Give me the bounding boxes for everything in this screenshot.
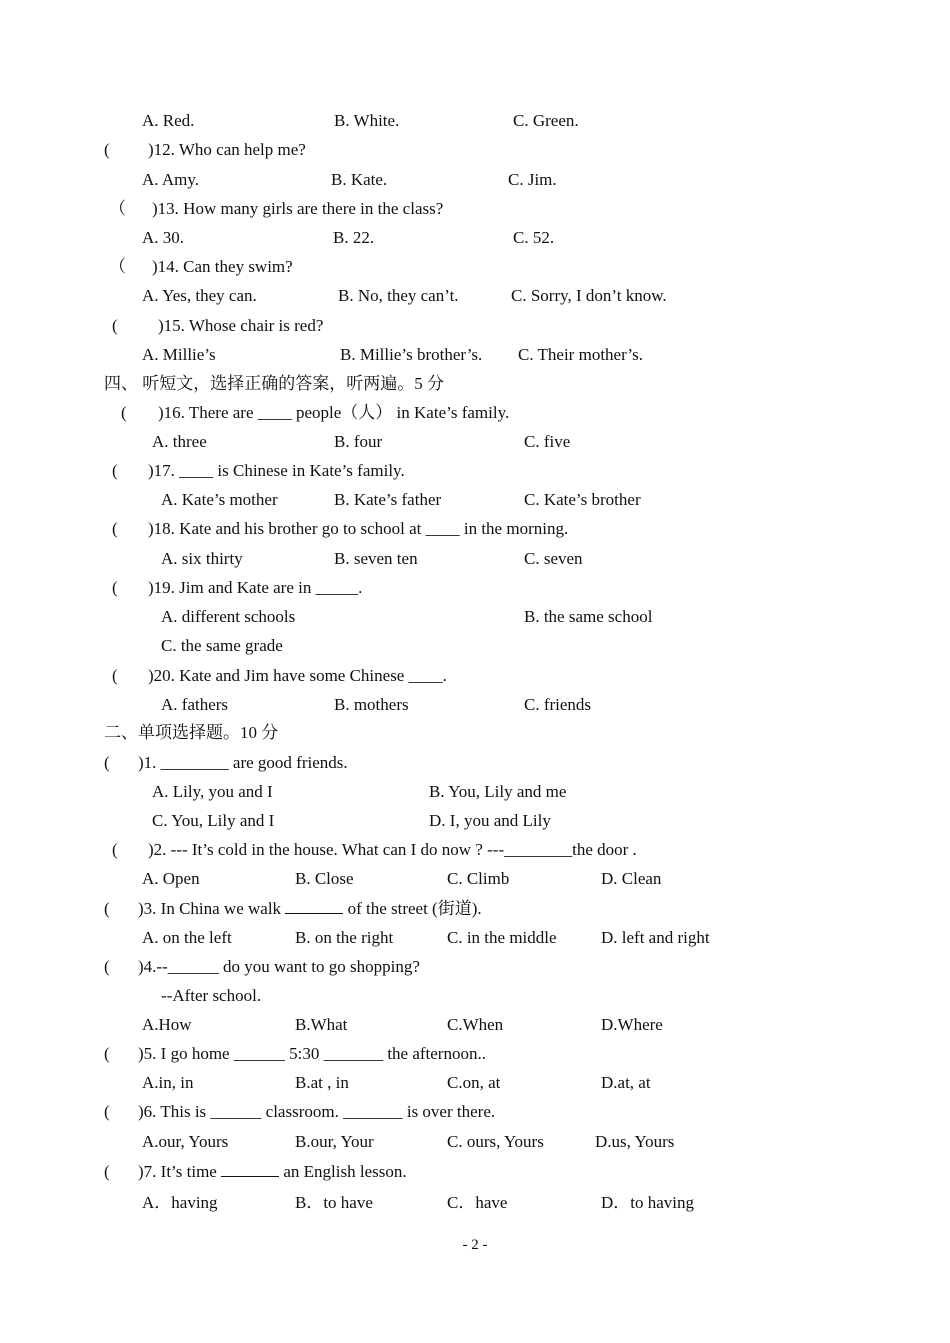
q20-option-c: C. friends — [524, 695, 592, 714]
m4-stem: )4.--______ do you want to go shopping? — [138, 957, 420, 976]
m3-blank — [285, 899, 343, 914]
m5-option-d: D.at, at — [601, 1073, 651, 1092]
q15-stem: )15. Whose chair is red? — [158, 316, 324, 335]
q11-option-c: C. Green. — [513, 111, 579, 130]
q14-paren: （ — [109, 257, 126, 276]
q19-stem: )19. Jim and Kate are in _____. — [148, 578, 363, 597]
m6-stem: )6. This is ______ classroom. _______ is over there. — [138, 1102, 496, 1121]
m6-option-d: D.us, Yours — [595, 1132, 675, 1151]
q19-option-a: A. different schools — [161, 607, 296, 626]
m1-paren: ( — [104, 753, 110, 772]
m2-option-c: C. Climb — [447, 869, 510, 888]
q18-option-a: A. six thirty — [161, 549, 243, 568]
m3-paren: ( — [104, 899, 110, 918]
m7-paren: ( — [104, 1162, 110, 1181]
q13-option-c: C. 52. — [513, 228, 555, 247]
q13-option-b: B. 22. — [333, 228, 375, 247]
m5-option-c: C.on, at — [447, 1073, 501, 1092]
m4-paren: ( — [104, 957, 110, 976]
q14-option-c: C. Sorry, I don’t know. — [511, 286, 667, 305]
m2-stem: )2. --- It’s cold in the house. What can I do now ? ---________the door . — [148, 840, 637, 859]
m6-paren: ( — [104, 1102, 110, 1121]
m7-stem-before: )7. It’s time — [138, 1162, 222, 1181]
m3-option-d: D. left and right — [601, 928, 710, 947]
m3-stem-before: )3. In China we walk — [138, 899, 286, 918]
m7-option-a: A．having — [142, 1193, 218, 1212]
m5-paren: ( — [104, 1044, 110, 1063]
q17-option-a: A. Kate’s mother — [161, 490, 278, 509]
q20-option-a: A. fathers — [161, 695, 229, 714]
m5-option-b: B.at , in — [295, 1073, 349, 1092]
m4-option-d: D.Where — [601, 1015, 663, 1034]
q20-stem: )20. Kate and Jim have some Chinese ____. — [148, 666, 447, 685]
q20-paren: ( — [112, 666, 118, 685]
q16-option-c: C. five — [524, 432, 571, 451]
q16-stem: )16. There are ____ people（人） in Kate’s family. — [158, 403, 510, 422]
q17-option-c: C. Kate’s brother — [524, 490, 641, 509]
m1-stem: )1. ________ are good friends. — [138, 753, 348, 772]
m4-option-a: A.How — [142, 1015, 192, 1034]
q15-option-c: C. Their mother’s. — [518, 345, 643, 364]
q15-option-a: A. Millie’s — [142, 345, 216, 364]
m5-stem: )5. I go home ______ 5:30 _______ the afternoon.. — [138, 1044, 486, 1063]
q18-stem: )18. Kate and his brother go to school at ____ in the morning. — [148, 519, 569, 538]
q16-option-a: A. three — [152, 432, 207, 451]
m7-blank — [221, 1162, 279, 1177]
m3-stem — [138, 898, 482, 920]
q12-stem: )12. Who can help me? — [148, 140, 306, 159]
m4-answer-line: --After school. — [161, 986, 262, 1005]
q18-option-b: B. seven ten — [334, 549, 418, 568]
m6-option-c: C. ours, Yours — [447, 1132, 544, 1151]
m6-option-b: B.our, Your — [295, 1132, 374, 1151]
q14-stem: )14. Can they swim? — [152, 257, 293, 276]
q12-option-a: A. Amy. — [142, 170, 199, 189]
page-number: - 2 - — [462, 1237, 488, 1253]
m5-option-a: A.in, in — [142, 1073, 194, 1092]
m3-option-a: A. on the left — [142, 928, 232, 947]
q15-option-b: B. Millie’s brother’s. — [340, 345, 483, 364]
m4-option-b: B.What — [295, 1015, 348, 1034]
q14-option-a: A. Yes, they can. — [142, 286, 257, 305]
q20-option-b: B. mothers — [334, 695, 409, 714]
section-2-heading: 二、单项选择题。10 分 — [104, 723, 279, 742]
m2-paren: ( — [112, 840, 118, 859]
q13-paren: （ — [109, 199, 126, 218]
q12-option-b: B. Kate. — [331, 170, 388, 189]
q12-option-c: C. Jim. — [508, 170, 557, 189]
q12-paren: ( — [104, 140, 110, 159]
q18-option-c: C. seven — [524, 549, 583, 568]
m1-option-c: C. You, Lily and I — [152, 811, 275, 830]
m1-option-a: A. Lily, you and I — [152, 782, 273, 801]
m3-option-b: B. on the right — [295, 928, 394, 947]
q11-option-a: A. Red. — [142, 111, 195, 130]
m3-option-c: C. in the middle — [447, 928, 557, 947]
q19-option-c: C. the same grade — [161, 636, 283, 655]
q11-option-b: B. White. — [334, 111, 400, 130]
m7-option-c: C．have — [447, 1193, 508, 1212]
q13-option-a: A. 30. — [142, 228, 185, 247]
m3-stem-after: of the street (街道). — [343, 899, 482, 918]
q17-stem: )17. ____ is Chinese in Kate’s family. — [148, 461, 405, 480]
m4-option-c: C.When — [447, 1015, 504, 1034]
q19-paren: ( — [112, 578, 118, 597]
q19-option-b: B. the same school — [524, 607, 653, 626]
q13-stem: )13. How many girls are there in the class? — [152, 199, 444, 218]
m7-option-d: D．to having — [601, 1193, 695, 1212]
m7-option-b: B．to have — [295, 1193, 373, 1212]
q16-option-b: B. four — [334, 432, 383, 451]
section-4-heading: 四、 听短文，选择正确的答案，听两遍。5 分 — [104, 374, 444, 393]
m2-option-d: D. Clean — [601, 869, 662, 888]
m7-stem-after: an English lesson. — [279, 1162, 407, 1181]
m1-option-d: D. I, you and Lily — [429, 811, 551, 830]
q15-paren: ( — [112, 316, 118, 335]
q17-paren: ( — [112, 461, 118, 480]
q17-option-b: B. Kate’s father — [334, 490, 442, 509]
m7-stem — [138, 1161, 407, 1183]
m2-option-b: B. Close — [295, 869, 354, 888]
q14-option-b: B. No, they can’t. — [338, 286, 459, 305]
m1-option-b: B. You, Lily and me — [429, 782, 567, 801]
m6-option-a: A.our, Yours — [142, 1132, 229, 1151]
q16-paren: ( — [121, 403, 127, 422]
m2-option-a: A. Open — [142, 869, 200, 888]
q18-paren: ( — [112, 519, 118, 538]
